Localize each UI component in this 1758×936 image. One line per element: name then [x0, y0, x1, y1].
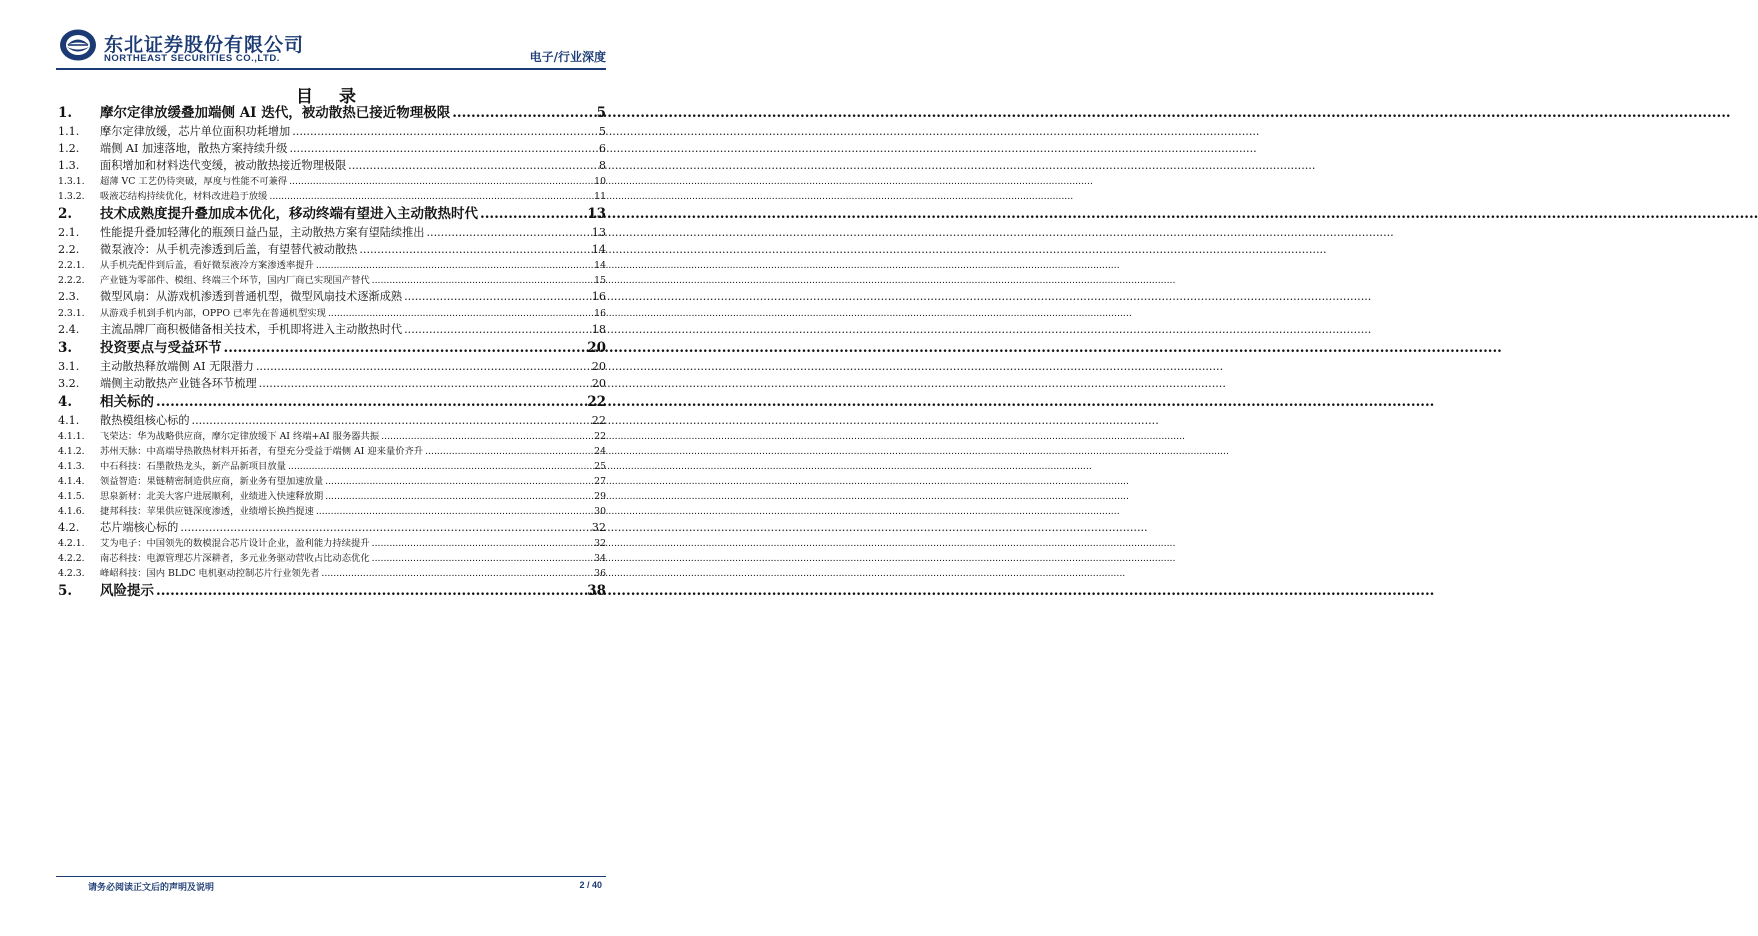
- toc-entry-number: 5.: [58, 583, 73, 600]
- toc-dot-leader: [425, 444, 592, 459]
- toc-entry-number: 4.1.5.: [58, 490, 85, 502]
- toc-entry-page: 24: [594, 445, 606, 457]
- toc-entry-page: 32: [591, 520, 606, 534]
- toc-entry-page: 32: [594, 538, 606, 550]
- toc-dot-leader: [256, 358, 590, 375]
- toc-entry-number: 4.1.2.: [58, 445, 85, 457]
- toc-dot-leader: [269, 189, 592, 204]
- toc-dot-leader: [292, 123, 597, 140]
- toc-dot-leader: [404, 288, 590, 305]
- toc-entry[interactable]: [58, 241, 606, 258]
- toc-entry-number: 4.2.1.: [58, 538, 85, 550]
- toc-entry-page: 14: [591, 243, 606, 257]
- company-name-cn: 东北证券股份有限公司: [104, 34, 305, 56]
- toc-entry[interactable]: [58, 140, 606, 157]
- toc-entry-title: 投资要点与受益环节: [100, 339, 222, 356]
- toc-dot-leader: [289, 140, 596, 157]
- toc-entry-title: 捷邦科技：苹果供应链深度渗透，业绩增长换挡提速: [100, 505, 314, 517]
- toc-dot-leader: [224, 338, 586, 358]
- toc-dot-leader: [480, 204, 585, 224]
- toc-entry-title: 产业链为零部件、模组、终端三个环节，国内厂商已实现国产替代: [100, 275, 370, 287]
- toc-entry-number: 2.3.1.: [58, 307, 85, 319]
- footer-divider: [56, 876, 606, 877]
- toc-entry-page: 8: [598, 159, 606, 173]
- toc-entry[interactable]: [58, 204, 606, 224]
- toc-entry-number: 1.3.2.: [58, 191, 85, 203]
- toc-entry-number: 3.2.: [58, 376, 80, 390]
- toc-dot-leader: [192, 412, 590, 429]
- toc-entry-page: 15: [594, 275, 606, 287]
- toc-dot-leader: [372, 536, 593, 551]
- toc-entry[interactable]: [58, 551, 606, 566]
- toc-entry-title: 散热模组核心标的: [100, 413, 190, 427]
- toc-entry-title: 从手机壳配件到后盖，看好微泵液冷方案渗透率提升: [100, 260, 314, 272]
- toc-entry[interactable]: [58, 459, 606, 474]
- toc-dot-leader: [316, 504, 592, 519]
- toc-entry-title: 端侧主动散热产业链各环节梳理: [100, 376, 257, 390]
- toc-entry-title: 相关标的: [100, 393, 154, 410]
- toc-entry-page: 5: [598, 125, 606, 138]
- toc-entry-title: 微泵液冷：从手机壳渗透到后盖，有望替代被动散热: [100, 243, 358, 257]
- toc-dot-leader: [452, 103, 594, 123]
- toc-entry[interactable]: [58, 258, 606, 273]
- toc-entry[interactable]: [58, 429, 606, 444]
- toc-entry-title: 芯片端核心标的: [100, 520, 179, 534]
- toc-entry-page: 16: [591, 290, 606, 304]
- toc-dot-leader: [325, 474, 592, 489]
- toc-entry[interactable]: [58, 412, 606, 429]
- toc-entry-number: 4.2.3.: [58, 568, 85, 580]
- toc-entry-number: 1.3.: [58, 159, 80, 173]
- toc-entry-title: 端侧 AI 加速落地，散热方案持续升级: [100, 142, 288, 156]
- toc-dot-leader: [372, 551, 593, 566]
- toc-dot-leader: [259, 375, 590, 392]
- toc-entry-title: 峰岹科技：国内 BLDC 电机驱动控制芯片行业领先者: [100, 568, 320, 580]
- toc-dot-leader: [426, 224, 589, 241]
- toc-entry-number: 2.2.2.: [58, 275, 85, 287]
- toc-entry-title: 思泉新材：北美大客户进展顺利，业绩进入快速释放期: [100, 490, 324, 502]
- toc-entry[interactable]: [58, 288, 606, 305]
- toc-entry-title: 面积增加和材料迭代变缓，被动散热接近物理极限: [100, 159, 347, 173]
- toc-entry[interactable]: [58, 566, 606, 581]
- toc-entry-number: 1.: [58, 105, 73, 121]
- toc-entry-number: 2.: [58, 206, 73, 223]
- toc-title: 目 录: [296, 87, 366, 107]
- toc-entry-page: 20: [591, 376, 606, 390]
- toc-dot-leader: [288, 459, 592, 474]
- toc-entry-page: 10: [594, 176, 606, 188]
- toc-entry-page: 22: [591, 413, 606, 427]
- toc-entry-page: 22: [594, 430, 606, 442]
- toc-entry-number: 2.1.: [58, 226, 80, 240]
- toc-entry[interactable]: [58, 157, 606, 174]
- toc-dot-leader: [321, 566, 592, 581]
- toc-dot-leader: [325, 489, 592, 504]
- toc-entry-title: 南芯科技：电源管理芯片深耕者，多元业务驱动营收占比动态优化: [100, 553, 370, 565]
- toc-dot-leader: [328, 306, 592, 321]
- toc-entry-page: 30: [594, 505, 606, 517]
- toc-dot-leader: [156, 392, 585, 412]
- toc-entry-number: 4.1.3.: [58, 460, 85, 472]
- toc-entry-number: 4.1.1.: [58, 430, 85, 442]
- toc-dot-leader: [348, 157, 597, 174]
- toc-entry-number: 4.1.4.: [58, 475, 85, 487]
- toc-dot-leader: [372, 273, 593, 288]
- toc-entry[interactable]: [58, 189, 606, 204]
- toc-dot-leader: [404, 321, 590, 338]
- toc-entry-page: 27: [594, 475, 606, 487]
- toc-entry[interactable]: [58, 504, 606, 519]
- toc-entry-page: 16: [594, 307, 606, 319]
- toc-entry-title: 风险提示: [100, 583, 154, 600]
- toc-entry-title: 苏州天脉：中高端导热散热材料开拓者，有望充分受益于端侧 AI 迎来量价齐升: [100, 445, 424, 457]
- toc-dot-leader: [316, 258, 592, 273]
- toc-entry-number: 1.2.: [58, 142, 80, 156]
- toc-entry[interactable]: [58, 273, 606, 288]
- toc-entry-title: 主动散热释放端侧 AI 无限潜力: [100, 359, 254, 373]
- toc-entry[interactable]: [58, 536, 606, 551]
- toc-entry-number: 3.: [58, 339, 73, 356]
- toc-entry-page: 14: [594, 260, 606, 272]
- toc-entry-number: 4.1.6.: [58, 505, 85, 517]
- toc-entry-number: 4.2.: [58, 520, 80, 534]
- toc-entry[interactable]: [58, 392, 606, 412]
- toc-entry-page: 38: [587, 583, 606, 600]
- toc-entry-number: 2.2.1.: [58, 260, 85, 272]
- table-of-contents: [58, 103, 606, 601]
- toc-entry-number: 4.: [58, 393, 73, 410]
- toc-entry-title: 中石科技：石墨散热龙头，新产品新项目放量: [100, 460, 286, 472]
- toc-entry[interactable]: [58, 581, 606, 601]
- toc-entry-title: 性能提升叠加轻薄化的瓶颈日益凸显，主动散热方案有望陆续推出: [100, 226, 425, 240]
- toc-entry-title: 技术成熟度提升叠加成本优化，移动终端有望进入主动散热时代: [100, 206, 478, 223]
- toc-entry-page: 11: [594, 191, 606, 203]
- toc-entry-number: 1.3.1.: [58, 176, 85, 188]
- toc-entry-page: 5: [596, 105, 606, 121]
- toc-dot-leader: [289, 174, 592, 189]
- toc-entry-title: 领益智造：果链精密制造供应商，新业务有望加速放量: [100, 475, 324, 487]
- toc-dot-leader: [156, 581, 585, 601]
- toc-entry[interactable]: [58, 358, 606, 375]
- toc-entry-number: 2.2.: [58, 243, 80, 257]
- footer-disclaimer: 请务必阅读正文后的声明及说明: [88, 883, 215, 893]
- toc-entry[interactable]: [58, 375, 606, 392]
- toc-entry-page: 13: [587, 206, 606, 223]
- toc-entry-page: 34: [594, 553, 606, 565]
- toc-dot-leader: [180, 519, 589, 536]
- toc-entry[interactable]: [58, 444, 606, 459]
- toc-entry-title: 摩尔定律放缓，芯片单位面积功耗增加: [100, 125, 291, 138]
- toc-entry[interactable]: [58, 306, 606, 321]
- toc-entry-page: 13: [591, 226, 606, 240]
- toc-entry-number: 1.1.: [58, 125, 80, 138]
- toc-entry[interactable]: [58, 519, 606, 536]
- toc-entry[interactable]: [58, 474, 606, 489]
- toc-entry[interactable]: [58, 103, 606, 123]
- page-indicator: 2 / 40: [579, 880, 602, 890]
- report-category: 电子/行业深度: [529, 50, 606, 64]
- toc-entry-page: 6: [598, 142, 606, 156]
- toc-entry-title: 吸液芯结构持续优化，材料改进趋于放缓: [100, 191, 268, 203]
- toc-dot-leader: [381, 429, 592, 444]
- toc-entry-title: 超薄 VC 工艺仍待突破，厚度与性能不可兼得: [100, 176, 288, 188]
- toc-entry[interactable]: [58, 224, 606, 241]
- toc-entry-number: 2.3.: [58, 290, 80, 304]
- toc-entry-title: 主流品牌厂商积极储备相关技术，手机即将进入主动散热时代: [100, 322, 403, 336]
- toc-dot-leader: [359, 241, 589, 258]
- toc-entry[interactable]: [58, 321, 606, 338]
- toc-entry-page: 29: [594, 490, 606, 502]
- toc-entry[interactable]: [58, 489, 606, 504]
- toc-entry-number: 2.4.: [58, 322, 80, 336]
- toc-entry-title: 摩尔定律放缓叠加端侧 AI 迭代，被动散热已接近物理极限: [100, 105, 451, 121]
- toc-entry-title: 飞荣达：华为战略供应商，摩尔定律放缓下 AI 终端+AI 服务器共振: [100, 430, 380, 442]
- toc-entry-number: 4.2.2.: [58, 553, 85, 565]
- toc-entry-page: 20: [587, 339, 606, 356]
- toc-entry-page: 22: [587, 393, 606, 410]
- company-logo-icon: [58, 28, 98, 62]
- toc-entry-title: 微型风扇：从游戏机渗透到普通机型，微型风扇技术逐渐成熟: [100, 290, 403, 304]
- toc-entry[interactable]: [58, 123, 606, 140]
- company-name-en: NORTHEAST SECURITIES CO.,LTD.: [104, 53, 280, 64]
- toc-entry-number: 3.1.: [58, 359, 80, 373]
- page-header: [0, 0, 662, 72]
- toc-entry-title: 从游戏手机到手机内部，OPPO 已率先在普通机型实现: [100, 307, 326, 319]
- toc-entry-page: 20: [591, 359, 606, 373]
- toc-entry-title: 艾为电子：中国领先的数模混合芯片设计企业，盈利能力持续提升: [100, 538, 370, 550]
- toc-entry-page: 25: [594, 460, 606, 472]
- toc-entry-page: 36: [594, 568, 606, 580]
- toc-entry-number: 4.1.: [58, 413, 80, 427]
- header-divider: [56, 68, 606, 70]
- toc-entry[interactable]: [58, 338, 606, 358]
- toc-entry-page: 18: [591, 322, 606, 336]
- toc-entry[interactable]: [58, 174, 606, 189]
